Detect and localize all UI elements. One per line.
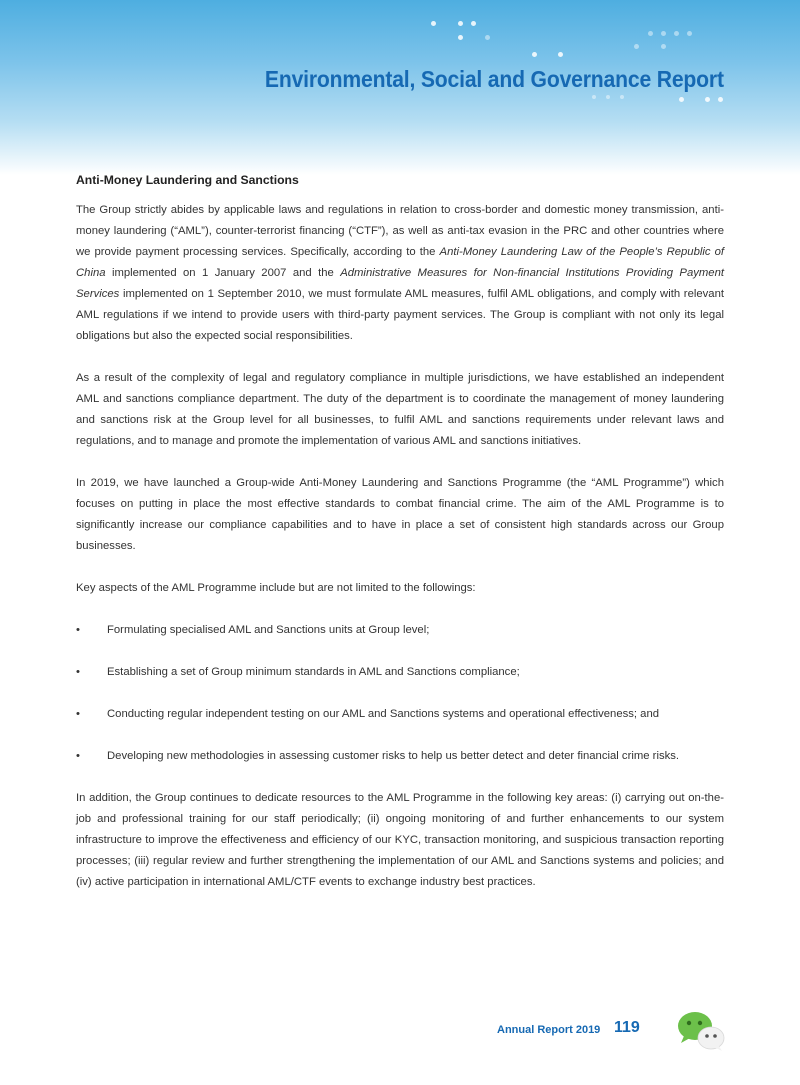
list-item: • Developing new methodologies in assessing customer risks to help us better detect and deter financial crime risks. (76, 746, 724, 767)
paragraph-aml-programme: In 2019, we have launched a Group-wide Anti-Money Laundering and Sanctions Programme (the “AML Programme”) which focuses on putting in place the most effective standards to combat financial crime. The aim of the AML Programme is to significantly increase our compliance capabilities and to have in place a set of consistent high standards across our Group businesses. (76, 477, 724, 552)
decor-dot (458, 21, 463, 26)
decor-dot (558, 52, 563, 57)
decor-dot (705, 97, 710, 102)
decor-dot (592, 95, 596, 99)
decor-dot (634, 44, 639, 49)
decor-dot (485, 35, 490, 40)
list-item: • Formulating specialised AML and Sanctions units at Group level; (76, 620, 724, 641)
decor-dot (606, 95, 610, 99)
footer-report-label: Annual Report 2019 (497, 1024, 601, 1036)
decor-dot (532, 52, 537, 57)
decor-dot (687, 31, 692, 36)
decor-dot (458, 35, 463, 40)
decor-dot (674, 31, 679, 36)
decor-dot (661, 31, 666, 36)
law-title: Anti-Money Laundering Law of the People’s Republic of China (76, 246, 725, 279)
decor-dot (661, 44, 666, 49)
decor-dot (431, 21, 436, 26)
paragraph-text: implemented on 1 January 2007 and the (105, 267, 341, 279)
report-title: Environmental, Social and Governance Report (265, 66, 724, 92)
decor-dot (648, 31, 653, 36)
paragraph-legal-compliance (76, 200, 724, 347)
paragraph-text: implemented on 1 September 2010, we must formulate AML measures, fulfil AML obligations, and comply with relevant AML regulations if we intend to provide users with third-party payment services. The Group is compliant with not only its legal obligations but also the expected social responsibilities. (76, 288, 724, 342)
paragraph-compliance-department: As a result of the complexity of legal and regulatory compliance in multiple jurisdictions, we have established an independent AML and sanctions compliance department. The duty of the department is to coordinate the management of money laundering and sanctions risk at the Group level for all businesses, to fulfil AML and sanctions requirements under relevant laws and regulations, and to manage and promote the implementation of various AML and sanctions initiatives. (76, 372, 724, 447)
section-heading: Anti-Money Laundering and Sanctions (76, 173, 299, 187)
list-item: • Conducting regular independent testing on our AML and Sanctions systems and operational effectiveness; and (76, 704, 724, 725)
law-title: Administrative Measures for Non-financial Institutions Providing Payment Services (76, 267, 724, 300)
key-aspects-list (76, 620, 724, 767)
decor-dot (718, 97, 723, 102)
main-content (76, 170, 724, 914)
paragraph-text: The Group strictly abides by applicable laws and regulations in relation to cross-border and domestic money transmission, anti-money laundering (“AML”), counter-terrorist financing (“CTF”), as well as anti-tax evasion in the PRC and other countries where we provide payment processing services. Specifically, according to the (76, 204, 724, 258)
paragraph-key-areas: In addition, the Group continues to dedicate resources to the AML Programme in the following key areas: (i) carrying out on-the-job and professional training for our staff periodically; (ii) ongoing monitoring of and further enhancements to our system infrastructure to improve the effectiveness and efficiency of our KYC, transaction monitoring, and suspicious transaction reporting processes; (iii) regular review and further strengthening the implementation of our AML and Sanctions systems and policies; and (iv) active participation in international AML/CTF events to exchange industry best practices. (76, 792, 724, 888)
wechat-logo-icon (676, 1010, 726, 1052)
page-number: 119 (614, 1019, 640, 1036)
decor-dot (679, 97, 684, 102)
list-item: • Establishing a set of Group minimum standards in AML and Sanctions compliance; (76, 662, 724, 683)
paragraph-key-aspects-intro: Key aspects of the AML Programme include but are not limited to the followings: (76, 582, 476, 594)
decor-dot (471, 21, 476, 26)
decor-dot (620, 95, 624, 99)
